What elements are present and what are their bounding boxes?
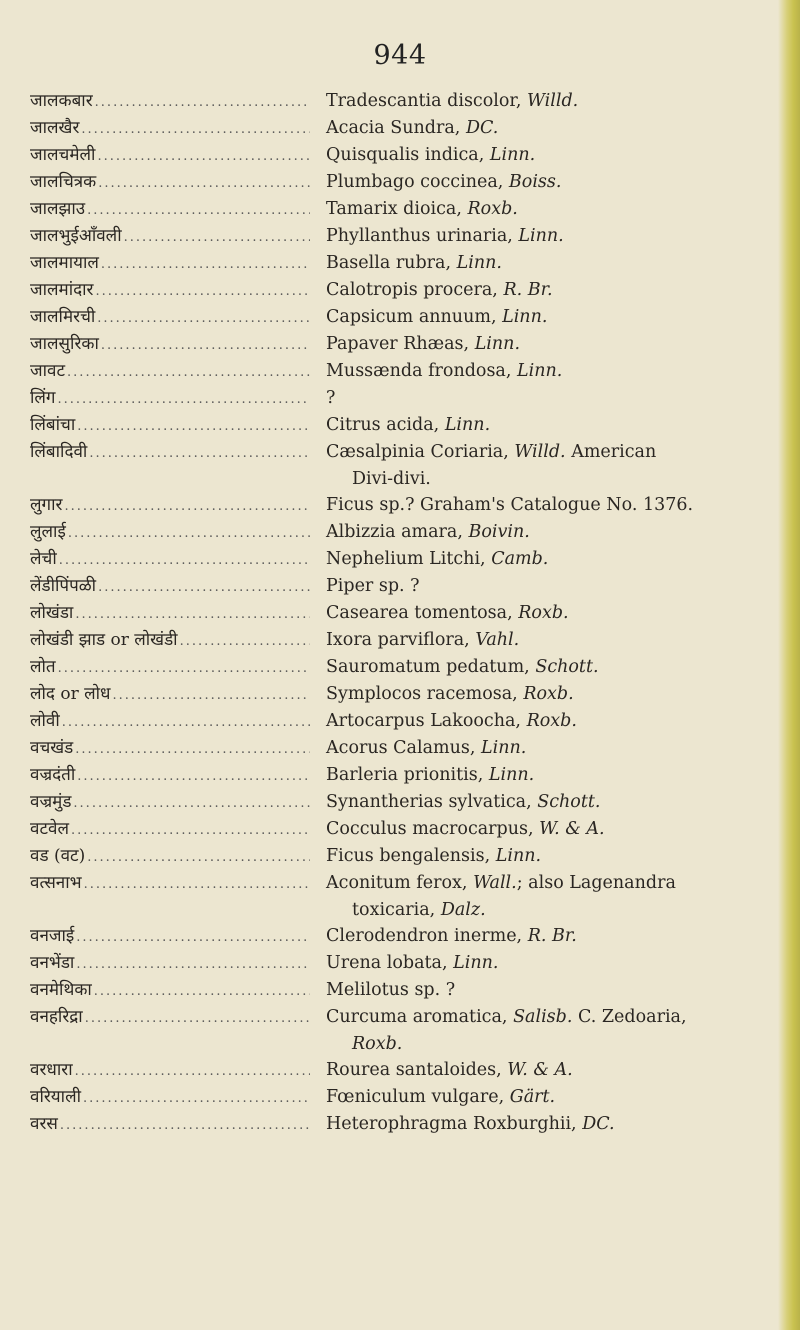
list-item bbox=[30, 762, 775, 789]
continuation: Divi-divi. bbox=[352, 468, 431, 489]
botanical-name: Melilotus sp. ? bbox=[326, 980, 456, 1000]
list-item bbox=[30, 735, 775, 762]
vernacular-term: लिंबांचा bbox=[30, 415, 76, 435]
authority: Boivin. bbox=[468, 522, 530, 542]
vernacular-term: जालसुरिका bbox=[30, 334, 99, 354]
botanical-name: Heterophragma Roxburghii, bbox=[326, 1114, 577, 1134]
botanical-name: Mussænda frondosa, bbox=[326, 361, 512, 381]
vernacular-term: लोत bbox=[30, 657, 56, 677]
botanical-name: Nephelium Litchi, bbox=[326, 549, 486, 569]
list-item bbox=[30, 843, 775, 870]
note: American bbox=[565, 442, 657, 462]
list-item bbox=[30, 708, 775, 735]
authority: W. & A. bbox=[507, 1060, 573, 1080]
vernacular-term: वनजाई bbox=[30, 926, 75, 946]
botanical-name: Basella rubra, bbox=[326, 253, 452, 273]
continuation-name: toxicaria, bbox=[352, 899, 436, 920]
list-item bbox=[30, 88, 775, 115]
list-item bbox=[30, 385, 775, 412]
continuation bbox=[326, 897, 775, 924]
authority: Gärt. bbox=[509, 1087, 556, 1107]
list-item bbox=[30, 950, 775, 977]
list-item bbox=[30, 870, 775, 923]
list-item bbox=[30, 331, 775, 358]
botanical-name: Barleria prionitis, bbox=[326, 765, 484, 785]
vernacular-term: लिंबादिवी bbox=[30, 442, 88, 462]
vernacular-term: वटवेल bbox=[30, 819, 69, 839]
vernacular-term: लेची bbox=[30, 549, 57, 569]
authority: Camb. bbox=[491, 549, 549, 569]
botanical-name: Capsicum annuum, bbox=[326, 307, 497, 327]
vernacular-term: जालचित्रक bbox=[30, 172, 97, 192]
list-item bbox=[30, 1004, 775, 1057]
authority: Linn. bbox=[456, 253, 502, 273]
page-edge bbox=[778, 0, 800, 1330]
list-item bbox=[30, 196, 775, 223]
vernacular-term: वत्सनाभ bbox=[30, 873, 82, 893]
authority: R. Br. bbox=[527, 926, 577, 946]
list-item bbox=[30, 923, 775, 950]
note: C. Zedoaria, bbox=[572, 1007, 687, 1027]
vernacular-term: जालमिरची bbox=[30, 307, 96, 327]
list-item bbox=[30, 573, 775, 600]
botanical-name: Acacia Sundra, bbox=[326, 118, 461, 138]
vernacular-term: जालकबार bbox=[30, 91, 93, 111]
botanical-name: Curcuma aromatica, bbox=[326, 1007, 508, 1027]
authority: Willd. bbox=[526, 91, 579, 111]
botanical-name: Calotropis procera, bbox=[326, 280, 498, 300]
list-item bbox=[30, 654, 775, 681]
botanical-name: Ficus bengalensis, bbox=[326, 846, 491, 866]
botanical-name: ? bbox=[326, 388, 336, 408]
list-item bbox=[30, 412, 775, 439]
vernacular-term: जालखैर bbox=[30, 118, 80, 138]
list-item bbox=[30, 492, 775, 519]
authority: Linn. bbox=[518, 226, 564, 246]
botanical-name: Cæsalpinia Coriaria, bbox=[326, 442, 509, 462]
botanical-name: Cocculus macrocarpus, bbox=[326, 819, 534, 839]
list-item bbox=[30, 816, 775, 843]
vernacular-term: वनभेंडा bbox=[30, 953, 75, 973]
note: ; also Lagenandra bbox=[516, 873, 676, 893]
authority: R. Br. bbox=[503, 280, 553, 300]
botanical-name: Tradescantia discolor, bbox=[326, 91, 522, 111]
authority: DC. bbox=[465, 118, 499, 138]
authority: DC. bbox=[582, 1114, 615, 1134]
vernacular-term: वरधारा bbox=[30, 1060, 73, 1080]
list-item bbox=[30, 546, 775, 573]
list-item bbox=[30, 681, 775, 708]
botanical-name: Tamarix dioica, bbox=[326, 199, 462, 219]
glossary-list bbox=[30, 88, 775, 1138]
continuation-authority: Dalz. bbox=[440, 899, 486, 920]
vernacular-term: वरियाली bbox=[30, 1087, 81, 1107]
list-item bbox=[30, 1084, 775, 1111]
vernacular-term: जालभुईआँवली bbox=[30, 226, 122, 246]
botanical-name: Casearea tomentosa, bbox=[326, 603, 513, 623]
vernacular-term: लोद or लोध bbox=[30, 684, 111, 704]
botanical-name: Artocarpus Lakoocha, bbox=[326, 711, 521, 731]
list-item bbox=[30, 277, 775, 304]
authority: Linn. bbox=[502, 307, 548, 327]
botanical-name: Aconitum ferox, bbox=[326, 873, 468, 893]
authority: Linn. bbox=[481, 738, 527, 758]
vernacular-term: जालझाउ bbox=[30, 199, 86, 219]
authority: Salisb. bbox=[513, 1007, 573, 1027]
list-item bbox=[30, 169, 775, 196]
authority: Roxb. bbox=[518, 603, 569, 623]
botanical-name: Rourea santaloides, bbox=[326, 1060, 502, 1080]
authority: Linn. bbox=[517, 361, 563, 381]
list-item bbox=[30, 115, 775, 142]
continuation bbox=[326, 1031, 775, 1058]
botanical-name: Symplocos racemosa, bbox=[326, 684, 518, 704]
vernacular-term: वज्रदंती bbox=[30, 765, 76, 785]
authority: Schott. bbox=[537, 792, 601, 812]
vernacular-term: लोवी bbox=[30, 711, 60, 731]
continuation-authority: Roxb. bbox=[352, 1033, 403, 1054]
botanical-name: Piper sp. ? bbox=[326, 576, 420, 596]
botanical-name: Plumbago coccinea, bbox=[326, 172, 504, 192]
list-item bbox=[30, 439, 775, 492]
botanical-name: Synantherias sylvatica, bbox=[326, 792, 532, 812]
vernacular-term: जालमायाल bbox=[30, 253, 99, 273]
botanical-name: Clerodendron inerme, bbox=[326, 926, 523, 946]
vernacular-term: वचखंड bbox=[30, 738, 74, 758]
list-item bbox=[30, 142, 775, 169]
list-item bbox=[30, 600, 775, 627]
vernacular-term: वनमेथिका bbox=[30, 980, 92, 1000]
authority: Roxb. bbox=[526, 711, 577, 731]
authority: Boiss. bbox=[508, 172, 562, 192]
botanical-name: Urena lobata, bbox=[326, 953, 448, 973]
authority: Linn. bbox=[444, 415, 491, 435]
botanical-name: Acorus Calamus, bbox=[326, 738, 476, 758]
vernacular-term: लेंडीपिंपळी bbox=[30, 576, 97, 596]
vernacular-term: लिंग bbox=[30, 388, 56, 408]
list-item bbox=[30, 627, 775, 654]
authority: Roxb. bbox=[523, 684, 574, 704]
page-number: 944 bbox=[373, 40, 427, 71]
authority: Vahl. bbox=[475, 630, 520, 650]
list-item bbox=[30, 1057, 775, 1084]
botanical-name: Albizzia amara, bbox=[326, 522, 463, 542]
list-item bbox=[30, 789, 775, 816]
list-item bbox=[30, 223, 775, 250]
botanical-name: Fœniculum vulgare, bbox=[326, 1087, 505, 1107]
authority: Willd. bbox=[514, 442, 566, 462]
vernacular-term: लुगार bbox=[30, 495, 63, 515]
vernacular-term: वनहरिद्रा bbox=[30, 1007, 83, 1027]
vernacular-term: जालमांदार bbox=[30, 280, 94, 300]
list-item bbox=[30, 250, 775, 277]
vernacular-term: लोखंडी झाड or लोखंडी bbox=[30, 630, 178, 650]
authority: Schott. bbox=[535, 657, 599, 677]
authority: Linn. bbox=[474, 334, 521, 354]
list-item bbox=[30, 977, 775, 1004]
authority: Wall. bbox=[473, 873, 517, 893]
botanical-name: Sauromatum pedatum, bbox=[326, 657, 530, 677]
botanical-name: Phyllanthus urinaria, bbox=[326, 226, 513, 246]
list-item bbox=[30, 358, 775, 385]
list-item bbox=[30, 304, 775, 331]
vernacular-term: लुलाई bbox=[30, 522, 66, 542]
vernacular-term: वड (वट) bbox=[30, 846, 86, 866]
botanical-name: Ficus sp.? Graham's Catalogue No. 1376. bbox=[326, 495, 694, 515]
authority: Linn. bbox=[488, 765, 535, 785]
vernacular-term: वज्रमुंड bbox=[30, 792, 72, 812]
botanical-name: Ixora parviflora, bbox=[326, 630, 470, 650]
botanical-name: Papaver Rhæas, bbox=[326, 334, 470, 354]
authority: Linn. bbox=[453, 953, 499, 973]
authority: Linn. bbox=[489, 145, 536, 165]
botanical-name: Citrus acida, bbox=[326, 415, 440, 435]
vernacular-term: जावट bbox=[30, 361, 66, 381]
list-item bbox=[30, 1111, 775, 1138]
botanical-name: Quisqualis indica, bbox=[326, 145, 485, 165]
authority: W. & A. bbox=[539, 819, 605, 839]
vernacular-term: जालचमेली bbox=[30, 145, 96, 165]
vernacular-term: वरस bbox=[30, 1114, 58, 1134]
vernacular-term: लोखंडा bbox=[30, 603, 74, 623]
list-item bbox=[30, 519, 775, 546]
authority: Linn. bbox=[495, 846, 542, 866]
authority: Roxb. bbox=[467, 199, 518, 219]
